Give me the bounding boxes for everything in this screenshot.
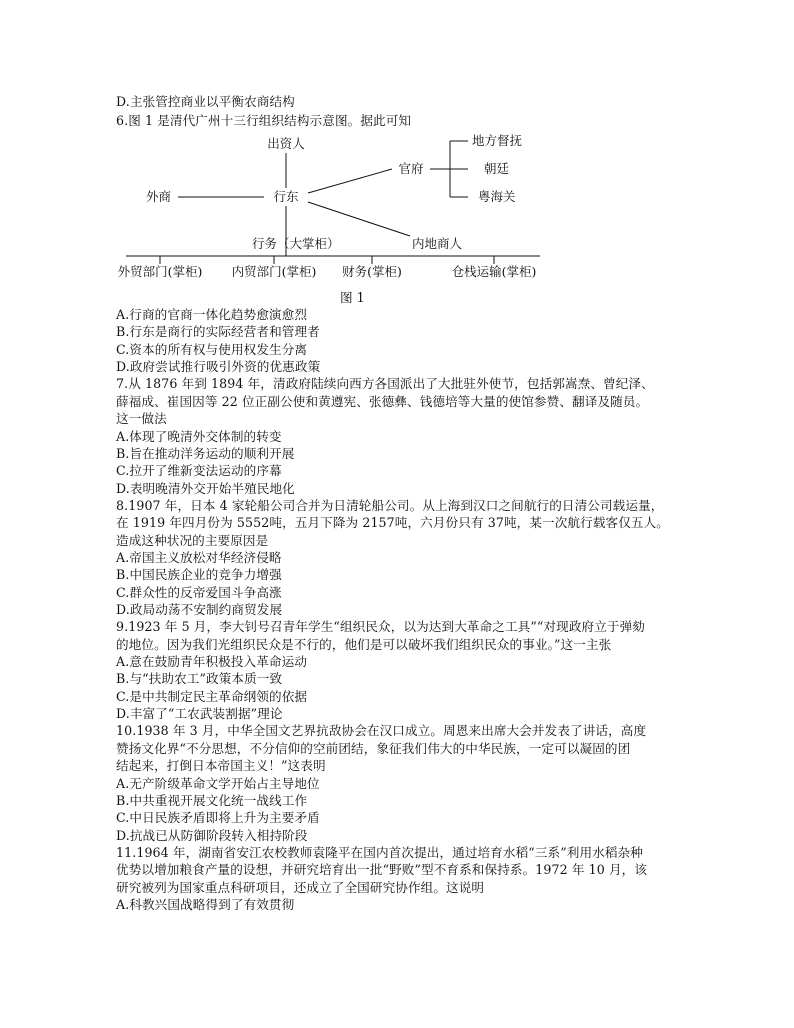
text-line: A.科教兴国战略得到了有效贯彻 — [116, 896, 295, 912]
text-line: D.丰富了“工农武装割据”理论 — [116, 706, 283, 721]
text-line: A.无产阶级革命文学开始占主导地位 — [116, 775, 320, 791]
text-line: B.中共重视开展文化统一战线工作 — [116, 792, 308, 808]
text-line: A.帝国主义放松对华经济侵略 — [116, 549, 282, 565]
node-investor: 出资人 — [267, 136, 305, 151]
text-line: 的地位。因为我们光组织民众是不行的，他们是可以破坏我们组织民众的事业。”这一主张 — [116, 636, 612, 652]
line-neidi — [308, 202, 410, 236]
node-guanfu: 官府 — [398, 161, 424, 176]
text-line: C.中日民族矛盾即将上升为主要矛盾 — [116, 810, 320, 826]
node-dept4: 仓栈运输(掌柜) — [451, 264, 537, 279]
node-hangwu: 行务（大掌柜） — [252, 236, 340, 251]
node-dept3: 财务(掌柜) — [342, 264, 402, 279]
node-dept1: 外贸部门(掌柜) — [117, 264, 203, 279]
node-neidi: 内地商人 — [412, 236, 463, 251]
text-line: B.行东是商行的实际经营者和管理者 — [116, 324, 320, 340]
text-line: 8.1907 年，日本 4 家轮船公司合并为日清轮船公司。从上海到汉口之间航行的日清公司载运量， — [116, 497, 664, 513]
text-line: B.旨在推动洋务运动的顺利开展 — [116, 445, 295, 461]
text-line: 7.从 1876 年到 1894 年，清政府陆续向西方各国派出了大批驻外使节，包括郭嵩焘、曾纪泽、 — [116, 376, 654, 392]
text-line: C.是中共制定民主革命纲领的依据 — [116, 688, 308, 704]
text-line: 这一做法 — [116, 411, 167, 427]
node-yuehaiguan: 粤海关 — [478, 189, 516, 204]
text-line: 造成这种状况的主要原因是 — [116, 532, 269, 548]
text-line: A.意在鼓励青年积极投入革命运动 — [116, 654, 308, 669]
node-hangdong: 行东 — [273, 189, 299, 204]
text-line: A.行商的官商一体化趋势愈演愈烈 — [116, 307, 308, 322]
text-line: D.主张管控商业以平衡农商结构 — [116, 94, 295, 109]
node-dept2: 内贸部门(掌柜) — [231, 264, 317, 279]
node-dufu: 地方督抚 — [472, 133, 523, 148]
diagram-svg — [116, 128, 576, 288]
text-line: C.群众性的反帝爱国斗争高涨 — [116, 584, 282, 600]
text-line: 研究被列为国家重点科研项目，还成立了全国研究协作组。这说明 — [116, 879, 485, 895]
text-line: 10.1938 年 3 月，中华全国文艺界抗敌协会在汉口成立。周恩来出席大会并发表了讲话，高度 — [116, 723, 647, 739]
text-line: D.政府尝试推行吸引外资的优惠政策 — [116, 359, 321, 375]
text-line: D.抗战已从防御阶段转入相持阶段 — [116, 827, 308, 843]
question-6-stem: 6.图 1 是清代广州十三行组织结构示意图。据此可知 — [116, 113, 412, 128]
text-line: 赞扬文化界“不分思想，不分信仰的空前团结，象征我们伟大的中华民族，一定可以凝固的团 — [116, 740, 631, 756]
text-line: B.中国民族企业的竞争力增强 — [116, 567, 282, 583]
text-line: 结起来，打倒日本帝国主义！”这表明 — [116, 758, 326, 774]
text-line: 11.1964 年，湖南省安江农校教师袁隆平在国内首次提出，通过培育水稻“三系”利用水稻杂种 — [116, 844, 643, 860]
text-line: 在 1919 年四月份为 5552吨，五月下降为 2157吨，六月份只有 37吨，某一次航行载客仅五人。 — [116, 515, 669, 531]
text-line: D.表明晚清外交开始半殖民地化 — [116, 480, 295, 496]
text-line: C.拉开了维新变法运动的序幕 — [116, 463, 282, 479]
org-structure-diagram — [116, 128, 576, 288]
text-line: B.与“扶助农工”政策本质一致 — [116, 671, 283, 687]
text-line: 薛福成、崔国因等 22 位正副公使和黄遵宪、张德彝、钱德培等大量的使馆参赞、翻译及随员。 — [116, 393, 649, 409]
figure-caption: 图 1 — [340, 290, 365, 305]
line-guanfu — [308, 169, 392, 193]
node-chaoting: 朝廷 — [484, 161, 510, 176]
text-line: 优势以增加粮食产量的设想，并研究培育出一批“野败”型不育系和保持系。1972 年 10 月，该 — [116, 862, 648, 878]
text-line: 9.1923 年 5 月，李大钊号召青年学生“组织民众，以为达到大革命之工具”“对现政府立于弹劾 — [116, 619, 645, 635]
text-line: C.资本的所有权与使用权发生分离 — [116, 341, 308, 357]
text-line: A.体现了晚清外交体制的转变 — [116, 428, 282, 444]
text-line: D.政局动荡不安制约商贸发展 — [116, 602, 283, 617]
node-foreign: 外商 — [146, 189, 172, 204]
